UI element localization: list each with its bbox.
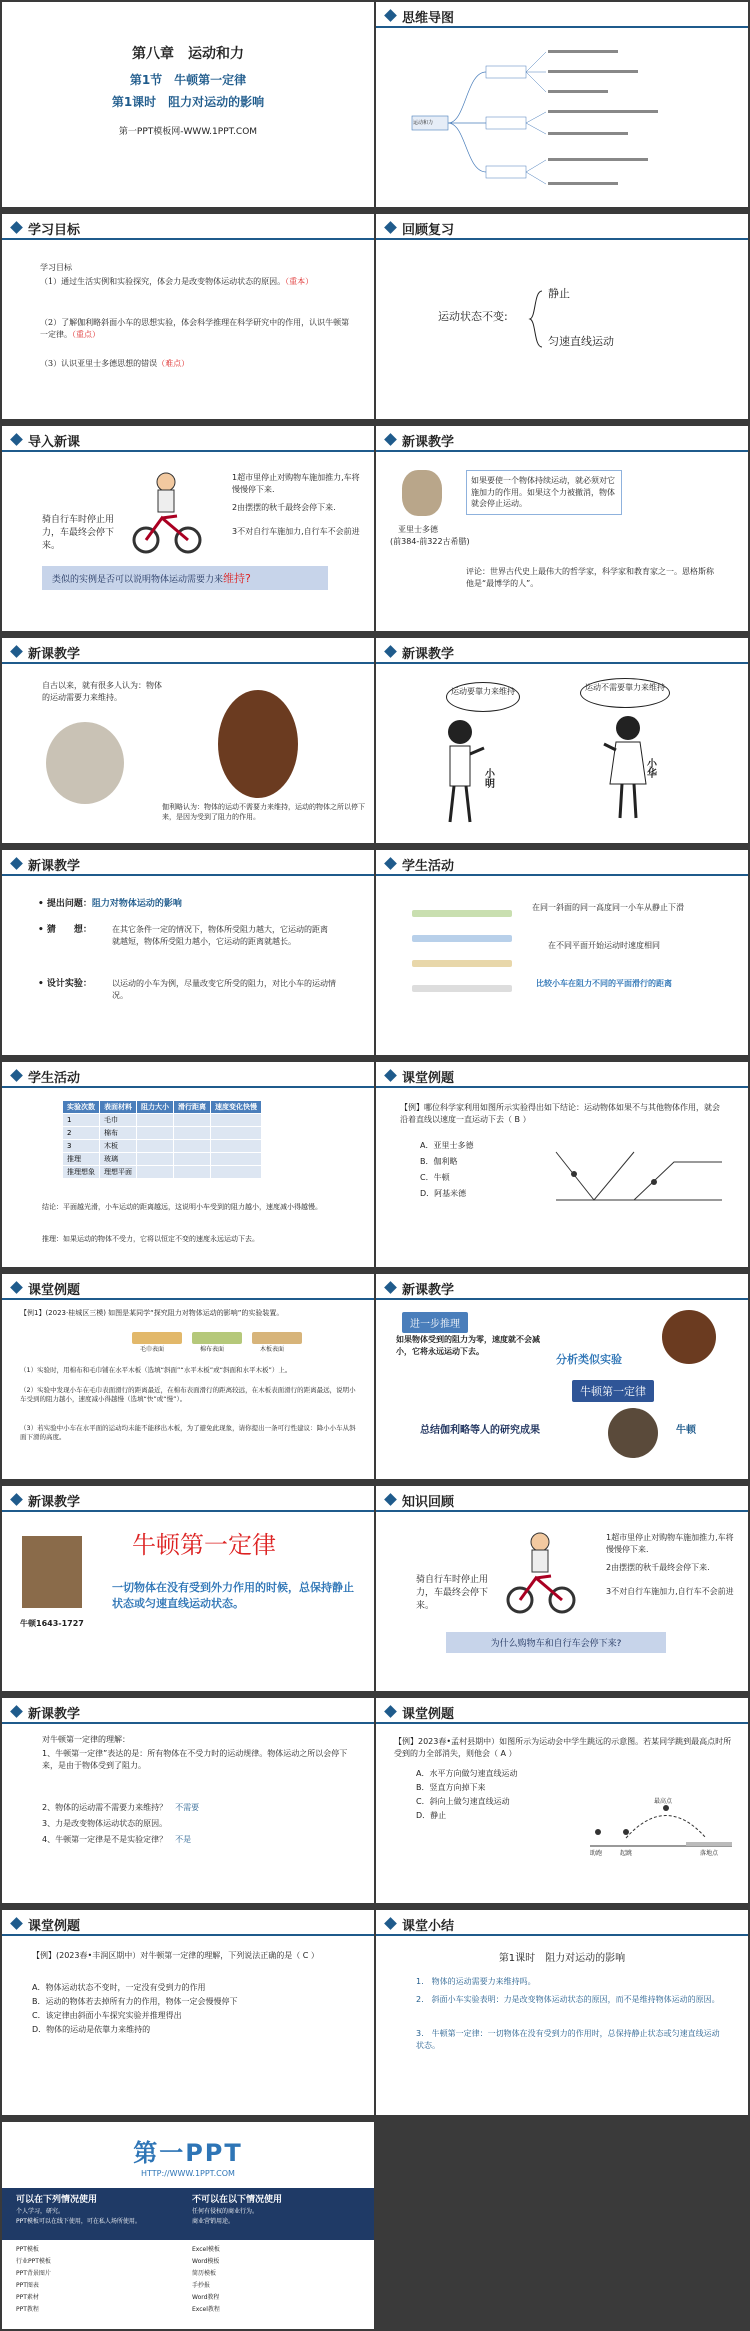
link-left-5[interactable]: PPT素材 [16, 2294, 39, 2301]
ramp-track-3 [412, 960, 512, 967]
law-content: 一切物体在没有受到外力作用的时候，总保持静止状态或匀速直线运动状态。 [112, 1581, 354, 1610]
slide-activity-1[interactable] [376, 850, 748, 1055]
option-a[interactable]: A．水平方向做匀速直线运动 [416, 1769, 518, 1778]
name-xiaoming: 小明 [482, 768, 494, 788]
slide-heading: 新课教学 [402, 435, 455, 450]
option-a[interactable]: A．亚里士多德 [420, 1141, 474, 1150]
galileo-top-text: 自古以来，就有很多人认为：物体的运动需要力来维持。 [42, 681, 162, 702]
statue-portrait [46, 722, 124, 804]
slide-heading: 课堂例题 [402, 1707, 455, 1722]
allowed-line-2: PPT模板可以在线下使用，可在私人场所使用。 [16, 2218, 141, 2225]
diamond-icon [10, 433, 23, 446]
slide-heading: 新课教学 [28, 1707, 81, 1722]
brand-logo: 第一PPT [133, 2139, 243, 2167]
aristotle-portrait [402, 470, 442, 516]
ramp-track-4 [412, 985, 512, 992]
section-title: 第1节 牛顿第一定律 [129, 73, 247, 87]
mindmap-diagram [406, 42, 726, 192]
link-right-4[interactable]: 手抄报 [192, 2282, 211, 2289]
surface-towel [132, 1332, 182, 1344]
diamond-icon [384, 645, 397, 658]
diamond-icon [384, 1917, 397, 1930]
slide-summary[interactable] [376, 1910, 748, 2115]
slide-title[interactable] [2, 2, 374, 207]
galileo-bottom-text: 伽利略认为：物体的运动不需要力来维持，运动的物体之所以停下来，是因为受到了阻力的作用。 [162, 803, 365, 822]
diamond-icon [384, 433, 397, 446]
slide-example-3[interactable] [376, 1698, 748, 1903]
diamond-icon [384, 1705, 397, 1718]
slide-review[interactable] [376, 214, 748, 419]
slide-heading: 导入新课 [28, 435, 81, 450]
slide-heading: 新课教学 [28, 647, 81, 662]
option-c[interactable]: C．该定律由斜面小车探究实验并推理得出 [32, 2011, 182, 2020]
review-label: 运动状态不变: [438, 310, 508, 323]
jump-label-landing: 落地点 [700, 1850, 719, 1857]
ramp-diagram [554, 1142, 724, 1202]
ramp-track-1 [412, 910, 512, 917]
slide-aristotle[interactable] [376, 426, 748, 631]
slide-objectives[interactable] [2, 214, 374, 419]
link-right-5[interactable]: Word教程 [192, 2294, 220, 2301]
forbidden-title: 不可以在以下情况使用 [192, 2195, 283, 2205]
option-c[interactable]: C．斜向上做匀速直线运动 [416, 1797, 510, 1806]
slide-copyright[interactable] [2, 2122, 374, 2329]
diamond-icon [10, 857, 23, 870]
forbidden-line-2: 商业营销用途。 [192, 2218, 235, 2225]
summary-text: 总结伽利略等人的研究成果 [420, 1425, 540, 1436]
slide-activity-table[interactable] [2, 1062, 374, 1267]
surface-label-1: 毛巾表面 [140, 1346, 165, 1353]
slide-heading: 课堂例题 [28, 1283, 81, 1298]
link-left-6[interactable]: PPT教程 [16, 2306, 39, 2313]
example-question: 【例】(2023春•丰润区期中）对牛顿第一定律的理解，下列说法正确的是（ C ） [32, 1951, 319, 1960]
intro-left-text: 骑自行车时停止用力，车最终会停下来。 [42, 515, 115, 552]
conclusion-text: 结论：平面越光滑，小车运动的距离越远，这说明小车受到的阻力越小，速度减小得越慢。 [42, 1203, 322, 1211]
objective-2: （2）了解伽利略斜面小车的思想实验，体会科学推理在科学研究中的作用，认识牛顿第一定律。（重点） [40, 318, 350, 339]
slide-heading: 学习目标 [28, 223, 81, 238]
option-b[interactable]: B．伽利略 [420, 1157, 458, 1166]
review-option-1: 静止 [548, 287, 570, 300]
example-question: 【例】哪位科学家利用如图所示实验得出如下结论：运动物体如果不与其他物体作用，就会沿着直线以速度一直运动下去（ B ） [400, 1103, 720, 1124]
newton-portrait [22, 1536, 82, 1608]
guess-text: 在其它条件一定的情况下，物体所受阻力越大，它运动的距离就越短，物体所受阻力越小，它运动的距离就越长。 [112, 925, 328, 946]
lesson-title: 第1课时 阻力对运动的影响 [111, 95, 265, 109]
example-question: 【例】2023春•孟村县期中）如图所示为运动会中学生跳远的示意图。若某同学跳到最高点时所受到的力全部消失，则他会（ A ） [394, 1737, 732, 1758]
diamond-icon [384, 857, 397, 870]
understanding-point-1: 1、牛顿第一定律”表达的是：所有物体在不受力时的运动规律。物体运动之所以会停下来，是由于物体受到了阻力。 [42, 1749, 348, 1770]
jump-label-peak: 最高点 [654, 1798, 673, 1805]
link-right-2[interactable]: Word模板 [192, 2258, 220, 2265]
activity-step-2: 在不同平面开始运动时速度相同 [548, 941, 660, 950]
option-b[interactable]: B．运动的物体若去掉所有力的作用，物体一定会慢慢停下 [32, 1997, 238, 2006]
understanding-point-4: 4、牛顿第一定律是不是实验定律？ 不是 [42, 1835, 192, 1844]
review-question: 为什么购物车和自行车会停下来? [446, 1632, 666, 1653]
link-left-3[interactable]: PPT背景图片 [16, 2270, 51, 2277]
diamond-icon [10, 221, 23, 234]
intro-example-2: 2由摆摆的秋千最终会停下来. [232, 503, 336, 512]
option-d[interactable]: D．静止 [416, 1811, 447, 1820]
slide-heading: 知识回顾 [402, 1495, 455, 1510]
brace-icon [528, 289, 548, 349]
slide-heading: 新课教学 [402, 647, 455, 662]
question-part-2: （2）实验中发现小车在毛巾表面滑行的距离最近，在棉布表面滑行的距离较远，在木板表面滑行的距离最远，说明小车受到的阻力越小，速度减小得越慢（选填“快”或“慢”）。 [20, 1386, 356, 1404]
aristotle-quote: 如果要使一个物体持续运动，就必须对它施加力的作用。如果这个力被撤消，物体就会停止运动。 [466, 470, 622, 515]
question-part-3: （3）若实验中小车在水平面的运动均未能不能移出木板，为了避免此现象，请你提出一条可行性建议：降小小车从斜面下滑的高度。 [20, 1424, 356, 1442]
link-left-4[interactable]: PPT图表 [16, 2282, 39, 2289]
mindmap-root: 运动和力 [413, 120, 434, 126]
review-example-1: 1超市里停止对购物车施加推力,车将慢慢停下来. [606, 1533, 734, 1554]
diamond-icon [10, 1705, 23, 1718]
usage-banner [2, 2188, 374, 2240]
slide-galileo[interactable] [2, 638, 374, 843]
option-d[interactable]: D．阿基米德 [420, 1189, 467, 1198]
analyze-label: 分析类似实验 [556, 1353, 622, 1366]
surface-label-2: 棉布表面 [200, 1346, 225, 1353]
law-badge: 牛顿第一定律 [572, 1380, 654, 1402]
review-example-2: 2由摆摆的秋千最终会停下来. [606, 1563, 710, 1572]
slide-hypothesis[interactable] [2, 850, 374, 1055]
speech-bubble-left: 运动要靠力来维持 [446, 682, 520, 712]
slide-intro[interactable] [2, 426, 374, 631]
chapter-title: 第八章 运动和力 [132, 46, 244, 62]
inference-text: 推理：如果运动的物体不受力，它将以恒定不变的速度永远运动下去。 [42, 1235, 259, 1243]
objectives-heading: 学习目标 [40, 263, 72, 272]
link-right-1[interactable]: Excel模板 [192, 2246, 220, 2253]
diamond-icon [10, 1493, 23, 1506]
slide-mindmap[interactable] [376, 2, 748, 207]
slide-newton-law[interactable] [2, 1486, 374, 1691]
review-example-3: 3不对自行车施加力,自行车不会前进 [606, 1587, 734, 1596]
review-option-2: 匀速直线运动 [548, 335, 614, 348]
objective-1: （1）通过生活实例和实验探究，体会力是改变物体运动状态的原因。（重本） [40, 277, 314, 286]
aristotle-years: (前384-前322古希腊) [390, 537, 470, 546]
diamond-icon [10, 1069, 23, 1082]
boy-figure-icon [436, 718, 486, 828]
problem-line: • 提出问题：阻力对物体运动的影响 [38, 899, 182, 909]
cyclist-icon [506, 1528, 576, 1618]
galileo-avatar [662, 1310, 716, 1364]
slide-heading: 新课教学 [402, 1283, 455, 1298]
speech-bubble-right: 运动不需要靠力来维持 [580, 678, 670, 708]
footer-text: 第一PPT模板网-WWW.1PPT.COM [118, 127, 258, 137]
ramp-track-2 [412, 935, 512, 942]
intro-example-1: 1超市里停止对购物车施加推力,车将慢慢停下来. [232, 473, 360, 494]
diamond-icon [10, 645, 23, 658]
slide-heading: 学生活动 [28, 1071, 81, 1086]
slide-understanding[interactable] [2, 1698, 374, 1903]
slide-heading: 课堂例题 [402, 1071, 455, 1086]
summary-item-3: 3. 牛顿第一定律：一切物体在没有受到力的作用时，总保持静止状态或匀速直线运动状态。 [416, 2029, 720, 2050]
slide-heading: 课堂小结 [402, 1919, 455, 1934]
option-c[interactable]: C．牛顿 [420, 1173, 450, 1182]
slide-heading: 回顾复习 [402, 223, 455, 238]
link-right-6[interactable]: Excel教程 [192, 2306, 220, 2313]
activity-step-1: 在同一斜面的同一高度同一小车从静止下滑 [532, 903, 684, 912]
understanding-point-3: 3、力是改变物体运动状态的原因。 [42, 1819, 168, 1828]
slide-review-knowledge[interactable] [376, 1486, 748, 1691]
newton-label: 牛顿 [676, 1425, 696, 1436]
jump-label-run: 助跑 [590, 1850, 603, 1857]
slide-newton-path[interactable] [376, 1274, 748, 1479]
example-question: 【例1】(2023·桂城区三模) 如图是某同学“探究阻力对物体运动的影响”的实验装置。 [20, 1309, 284, 1317]
slide-heading: 学生活动 [402, 859, 455, 874]
forbidden-line-1: 任何有侵权的商业行为。 [192, 2208, 259, 2215]
link-left-1[interactable]: PPT模板 [16, 2246, 39, 2253]
understanding-intro: 对牛顿第一定律的理解： [42, 1735, 130, 1744]
step-tag: 进一步推理 [402, 1312, 468, 1333]
diamond-icon [10, 1281, 23, 1294]
allowed-line-1: 个人学习，研究。 [16, 2208, 65, 2215]
slide-heading: 新课教学 [28, 1495, 81, 1510]
intro-question: 类似的实例是否可以说明物体运动需要力来维持? [42, 566, 328, 590]
jump-label-takeoff: 起跳 [620, 1850, 633, 1857]
understanding-point-2: 2、物体的运动需不需要力来维持？ 不需要 [42, 1803, 200, 1812]
newton-avatar [608, 1408, 658, 1458]
slide-example-2[interactable] [2, 1274, 374, 1479]
activity-step-3: 比较小车在阻力不同的平面滑行的距离 [536, 979, 672, 988]
newton-caption: 牛顿1643-1727 [20, 1619, 84, 1628]
question-part-1: （1）实验时，用棉布和毛巾铺在水平木板（选填“斜面”“水平木板”或“斜面和水平木板”）上。 [20, 1366, 292, 1374]
aristotle-comment: 评论：世界古代史上最伟大的哲学家，科学家和教育家之一。恩格斯称他是“最博学的人”。 [466, 567, 714, 588]
name-xiaohua: 小华 [644, 758, 656, 778]
law-title: 牛顿第一定律 [132, 1531, 276, 1559]
cyclist-icon [132, 468, 202, 558]
slide-heading: 新课教学 [28, 859, 81, 874]
summary-item-1: 1. 物体的运动需要力来维持吗。 [416, 1977, 536, 1986]
reasoning-text: 如果物体受到的阻力为零，速度就不会减小，它将永远运动下去。 [396, 1335, 540, 1356]
design-text: 以运动的小车为例，尽量改变它所受的阻力，对比小车的运动情况。 [112, 979, 336, 1000]
diamond-icon [384, 1069, 397, 1082]
slide-example-4[interactable] [2, 1910, 374, 2115]
slide-debate[interactable] [376, 638, 748, 843]
aristotle-name: 亚里士多德 [398, 525, 438, 534]
option-a[interactable]: A．物体运动状态不变时，一定没有受到力的作用 [32, 1983, 206, 1992]
galileo-portrait [218, 690, 298, 798]
slide-heading: 思维导图 [402, 11, 455, 26]
diamond-icon [384, 221, 397, 234]
diamond-icon [384, 1281, 397, 1294]
surface-wood [252, 1332, 302, 1344]
link-right-3[interactable]: 简历模板 [192, 2270, 217, 2277]
long-jump-diagram [586, 1798, 736, 1858]
summary-item-2: 2. 斜面小车实验表明：力是改变物体运动状态的原因，而不是维持物体运动的原因。 [416, 1995, 720, 2004]
experiment-table: 实验次数 表面材料 阻力大小 滑行距离 速度变化快慢 1 毛巾 2 棉布 3 木板 推理 玻璃 推理想象 理想平面 [62, 1100, 262, 1179]
guess-label: • 猜 想： [38, 925, 92, 935]
objective-3: （3）认识亚里士多德思想的错误（难点） [40, 359, 190, 368]
diamond-icon [10, 1917, 23, 1930]
surface-cotton [192, 1332, 242, 1344]
allowed-title: 可以在下列情况使用 [16, 2195, 98, 2205]
review-left-text: 骑自行车时停止用力，车最终会停下来。 [416, 1575, 489, 1612]
brand-url[interactable]: HTTP://WWW.1PPT.COM [141, 2169, 235, 2178]
diamond-icon [384, 1493, 397, 1506]
summary-heading: 第1课时 阻力对运动的影响 [498, 1953, 626, 1964]
option-b[interactable]: B．竖直方向掉下来 [416, 1783, 486, 1792]
design-label: • 设计实验： [38, 979, 92, 989]
option-d[interactable]: D．物体的运动是依靠力来维持的 [32, 2025, 151, 2034]
intro-example-3: 3不对自行车施加力,自行车不会前进 [232, 527, 360, 536]
slide-heading: 课堂例题 [28, 1919, 81, 1934]
slide-example-1[interactable] [376, 1062, 748, 1267]
link-left-2[interactable]: 行业PPT模板 [16, 2258, 51, 2265]
diamond-icon [384, 9, 397, 22]
surface-label-3: 木板表面 [260, 1346, 285, 1353]
